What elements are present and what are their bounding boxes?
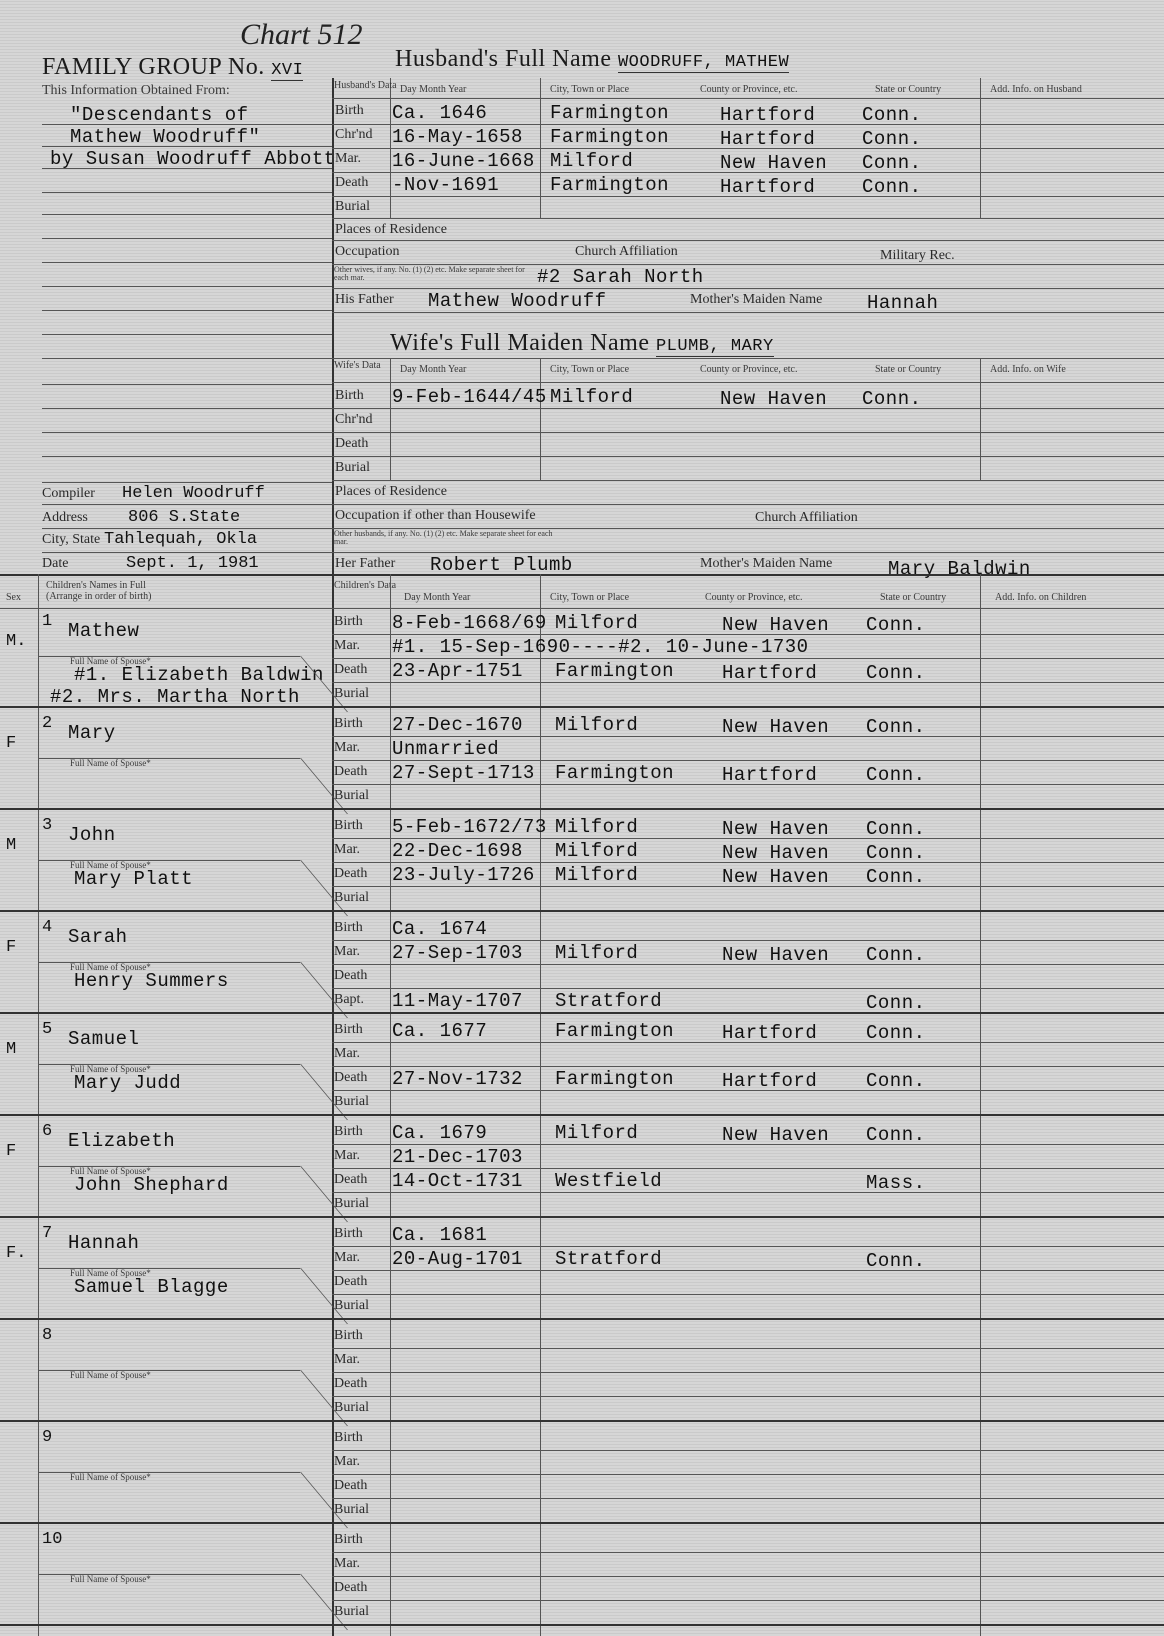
child-event-date: 8-Feb-1668/69 <box>392 612 547 634</box>
child-event-date: Unmarried <box>392 738 500 760</box>
husband-death-label: Death <box>335 175 369 190</box>
child-number: 5 <box>42 1020 53 1039</box>
row-rule <box>332 1042 1164 1043</box>
child-spouse-name: #1. Elizabeth Baldwin <box>74 664 324 686</box>
child-spouse-label: Full Name of Spouse* <box>70 860 151 870</box>
child-event-label: Burial <box>334 1298 369 1313</box>
compiler-address: 806 S.State <box>128 508 241 527</box>
spouse-rule <box>38 962 300 963</box>
family-group-title: FAMILY GROUP No. XVI <box>42 54 304 80</box>
spouse-rule <box>38 1472 300 1473</box>
child-event-county: New Haven <box>722 842 830 864</box>
spouse-rule <box>38 656 300 657</box>
family-group-number: XVI <box>271 61 304 80</box>
child-event-label: Death <box>334 1580 368 1595</box>
spouse-rule <box>38 860 300 861</box>
spouse-rule <box>38 758 300 759</box>
child-event-city: Milford <box>555 840 639 862</box>
child-number: 3 <box>42 816 53 835</box>
child-event-city: Milford <box>555 1122 639 1144</box>
child-event-label: Birth <box>334 1430 363 1445</box>
wife-name: PLUMB, MARY <box>655 337 774 356</box>
col-add-info-husband: Add. Info. on Husband <box>990 84 1082 95</box>
date-label: Date <box>42 556 69 571</box>
child-event-label: Birth <box>334 1532 363 1547</box>
child-block-rule <box>0 1012 1164 1014</box>
child-event-city: Milford <box>555 612 639 634</box>
wife-col-state: State or Country <box>875 364 942 375</box>
child-sex: F <box>6 734 17 753</box>
child-spouse-name: Mary Platt <box>74 868 194 890</box>
wife-mother-label: Mother's Maiden Name <box>700 556 833 571</box>
husband-mar-city: Milford <box>550 150 634 172</box>
wife-col-city: City, Town or Place <box>550 364 630 375</box>
child-event-label: Burial <box>334 1196 369 1211</box>
col-county: County or Province, etc. <box>700 84 798 95</box>
child-event-date: Ca. 1681 <box>392 1224 488 1246</box>
child-number: 1 <box>42 612 53 631</box>
child-spouse-label: Full Name of Spouse* <box>70 1472 151 1482</box>
children-col-city: City, Town or Place <box>550 592 630 603</box>
compiler-label: Compiler <box>42 486 95 501</box>
husband-birth-state: Conn. <box>862 104 922 126</box>
child-event-state: Conn. <box>866 716 926 738</box>
source-line-2: Mathew Woodruff" <box>70 126 261 148</box>
husband-military-label: Military Rec. <box>880 248 955 263</box>
child-event-city: Farmington <box>555 1068 675 1090</box>
child-number: 6 <box>42 1122 53 1141</box>
child-event-county: New Haven <box>722 818 830 840</box>
child-event-label: Mar. <box>334 1148 361 1163</box>
row-rule <box>332 940 1164 941</box>
row-rule <box>332 1498 1164 1499</box>
children-sex-header: Sex <box>6 592 21 603</box>
child-spouse-label: Full Name of Spouse* <box>70 1370 151 1380</box>
wife-birth-state: Conn. <box>862 388 922 410</box>
child-event-date: 27-Sept-1713 <box>392 762 535 784</box>
child-event-label: Birth <box>334 1022 363 1037</box>
husband-occupation-label: Occupation <box>335 244 400 259</box>
row-rule <box>332 1192 1164 1193</box>
child-number: 9 <box>42 1428 53 1447</box>
row-rule <box>332 1090 1164 1091</box>
row-rule <box>332 1576 1164 1577</box>
child-block-rule <box>0 910 1164 912</box>
child-sex: M. <box>6 632 27 651</box>
child-event-date: 27-Dec-1670 <box>392 714 523 736</box>
child-event-state: Conn. <box>866 992 926 1014</box>
child-block-rule <box>0 1420 1164 1422</box>
child-number: 2 <box>42 714 53 733</box>
row-rule <box>332 1600 1164 1601</box>
husband-mar-label: Mar. <box>335 151 362 166</box>
child-block-rule <box>0 1522 1164 1524</box>
child-event-state: Conn. <box>866 614 926 636</box>
husband-chrnd-label: Chr'nd <box>335 127 373 142</box>
wife-chrnd-label: Chr'nd <box>335 412 373 427</box>
child-event-date: 23-Apr-1751 <box>392 660 523 682</box>
child-number: 8 <box>42 1326 53 1345</box>
child-name: Elizabeth <box>68 1130 176 1152</box>
row-rule <box>332 1552 1164 1553</box>
husband-chrnd-state: Conn. <box>862 128 922 150</box>
child-event-label: Birth <box>334 614 363 629</box>
col-city: City, Town or Place <box>550 84 630 95</box>
spouse-rule <box>38 1064 300 1065</box>
child-event-date: 21-Dec-1703 <box>392 1146 523 1168</box>
child-event-label: Mar. <box>334 1454 361 1469</box>
row-rule <box>332 1144 1164 1145</box>
child-event-label: Birth <box>334 716 363 731</box>
husband-mar-county: New Haven <box>720 152 828 174</box>
child-event-label: Birth <box>334 1226 363 1241</box>
child-event-label: Mar. <box>334 944 361 959</box>
child-event-city: Farmington <box>555 1020 675 1042</box>
wife-father-label: Her Father <box>335 556 396 571</box>
wife-birth-date: 9-Feb-1644/45 <box>392 386 547 408</box>
source-line-1: "Descendants of <box>70 104 249 126</box>
child-event-county: Hartford <box>722 1022 818 1044</box>
wife-occupation-label: Occupation if other than Housewife <box>335 508 536 523</box>
husband-death-state: Conn. <box>862 176 922 198</box>
row-rule <box>332 1270 1164 1271</box>
child-number: 4 <box>42 918 53 937</box>
row-rule <box>332 1294 1164 1295</box>
husband-mar-date: 16-June-1668 <box>392 150 535 172</box>
husband-birth-city: Farmington <box>550 102 670 124</box>
row-rule <box>332 1246 1164 1247</box>
row-rule <box>332 964 1164 965</box>
compiler-name: Helen Woodruff <box>122 484 265 503</box>
child-event-city: Westfield <box>555 1170 663 1192</box>
children-col-dmy: Day Month Year <box>404 592 471 603</box>
child-event-state: Mass. <box>866 1172 926 1194</box>
child-name: John <box>68 824 116 846</box>
address-label: Address <box>42 510 88 525</box>
child-event-county: Hartford <box>722 1070 818 1092</box>
child-event-state: Conn. <box>866 866 926 888</box>
child-event-label: Death <box>334 1172 368 1187</box>
row-rule <box>332 988 1164 989</box>
row-rule <box>332 1372 1164 1373</box>
child-event-label: Death <box>334 662 368 677</box>
husband-data-label: Husband's Data <box>334 80 397 91</box>
husband-father: Mathew Woodruff <box>428 290 607 312</box>
child-event-state: Conn. <box>866 1124 926 1146</box>
children-col-county: County or Province, etc. <box>705 592 803 603</box>
child-event-county: New Haven <box>722 1124 830 1146</box>
child-event-label: Death <box>334 1478 368 1493</box>
child-spouse-name: #2. Mrs. Martha North <box>50 686 300 708</box>
husband-birth-date: Ca. 1646 <box>392 102 488 124</box>
child-spouse-name: John Shephard <box>74 1174 229 1196</box>
husband-birth-label: Birth <box>335 103 364 118</box>
child-event-label: Burial <box>334 1502 369 1517</box>
wife-birth-city: Milford <box>550 386 634 408</box>
wife-church-label: Church Affiliation <box>755 510 858 525</box>
child-event-state: Conn. <box>866 842 926 864</box>
child-spouse-label: Full Name of Spouse* <box>70 656 151 666</box>
husband-chrnd-city: Farmington <box>550 126 670 148</box>
row-rule <box>332 736 1164 737</box>
child-event-label: Death <box>334 968 368 983</box>
child-event-date: Ca. 1677 <box>392 1020 488 1042</box>
child-event-city: Milford <box>555 942 639 964</box>
child-event-city: Milford <box>555 714 639 736</box>
spouse-rule <box>38 1574 300 1575</box>
husband-burial-label: Burial <box>335 199 370 214</box>
child-event-state: Conn. <box>866 944 926 966</box>
child-event-label: Mar. <box>334 638 361 653</box>
child-event-state: Conn. <box>866 1250 926 1272</box>
child-event-city: Stratford <box>555 990 663 1012</box>
child-event-state: Conn. <box>866 818 926 840</box>
child-event-date: Ca. 1674 <box>392 918 488 940</box>
row-rule <box>332 862 1164 863</box>
child-block-rule <box>0 1318 1164 1320</box>
children-names-header: Children's Names in Full (Arrange in order of birth) <box>46 580 152 602</box>
row-rule <box>332 1450 1164 1451</box>
child-event-label: Mar. <box>334 740 361 755</box>
child-number: 10 <box>42 1530 63 1549</box>
child-event-label: Death <box>334 1070 368 1085</box>
row-rule <box>332 784 1164 785</box>
child-event-date: 27-Sep-1703 <box>392 942 523 964</box>
col-day-month-year: Day Month Year <box>400 84 467 95</box>
child-event-label: Mar. <box>334 1352 361 1367</box>
child-name: Mathew <box>68 620 140 642</box>
spouse-rule <box>38 1268 300 1269</box>
child-event-county: Hartford <box>722 662 818 684</box>
other-husbands-label: Other husbands, if any. No. (1) (2) etc. Make separate sheet for each mar. <box>334 529 553 546</box>
child-number: 7 <box>42 1224 53 1243</box>
child-event-label: Burial <box>334 1094 369 1109</box>
child-event-label: Mar. <box>334 842 361 857</box>
child-event-label: Burial <box>334 890 369 905</box>
husband-father-label: His Father <box>335 292 394 307</box>
husband-church-label: Church Affiliation <box>575 244 678 259</box>
child-event-label: Burial <box>334 788 369 803</box>
spouse-rule <box>38 1166 300 1167</box>
husband-name: WOODRUFF, MATHEW <box>617 53 790 72</box>
child-event-label: Death <box>334 866 368 881</box>
child-sex: F. <box>6 1244 27 1263</box>
husband-other-wife: #2 Sarah North <box>537 266 704 288</box>
children-data-header: Children's Data <box>334 580 397 591</box>
husband-chrnd-county: Hartford <box>720 128 816 150</box>
child-spouse-name: Henry Summers <box>74 970 229 992</box>
wife-name-heading: Wife's Full Maiden Name PLUMB, MARY <box>390 330 774 356</box>
col-state: State or Country <box>875 84 942 95</box>
child-block-rule <box>0 1216 1164 1218</box>
wife-birth-label: Birth <box>335 388 364 403</box>
compiler-city-state: Tahlequah, Okla <box>104 530 258 549</box>
children-col-add-info: Add. Info. on Children <box>995 592 1087 603</box>
child-block-rule <box>0 706 1164 708</box>
row-rule <box>332 658 1164 659</box>
row-rule <box>332 760 1164 761</box>
husband-mother: Hannah <box>867 292 939 314</box>
wife-col-dmy: Day Month Year <box>400 364 467 375</box>
husband-name-heading: Husband's Full Name WOODRUFF, MATHEW <box>395 46 790 72</box>
husband-death-city: Farmington <box>550 174 670 196</box>
husband-mar-state: Conn. <box>862 152 922 174</box>
child-spouse-name: Mary Judd <box>74 1072 182 1094</box>
child-event-date: Ca. 1679 <box>392 1122 488 1144</box>
wife-father: Robert Plumb <box>430 554 573 576</box>
row-rule <box>332 1168 1164 1169</box>
wife-data-label: Wife's Data <box>334 360 381 371</box>
child-name: Mary <box>68 722 116 744</box>
child-event-label: Mar. <box>334 1250 361 1265</box>
husband-chrnd-date: 16-May-1658 <box>392 126 523 148</box>
child-event-county: New Haven <box>722 716 830 738</box>
child-event-date: 22-Dec-1698 <box>392 840 523 862</box>
source-label: This Information Obtained From: <box>42 83 230 98</box>
child-event-label: Mar. <box>334 1046 361 1061</box>
child-event-label: Birth <box>334 1328 363 1343</box>
child-spouse-label: Full Name of Spouse* <box>70 758 151 768</box>
child-sex: F <box>6 938 17 957</box>
row-rule <box>332 1474 1164 1475</box>
child-event-label: Burial <box>334 686 369 701</box>
child-event-date: 27-Nov-1732 <box>392 1068 523 1090</box>
child-event-date: 23-July-1726 <box>392 864 535 886</box>
child-event-date: #1. 15-Sep-1690----#2. 10-June-1730 <box>392 636 809 658</box>
row-rule <box>332 634 1164 635</box>
row-rule <box>332 1396 1164 1397</box>
child-event-city: Milford <box>555 864 639 886</box>
child-name: Samuel <box>68 1028 140 1050</box>
wife-col-county: County or Province, etc. <box>700 364 798 375</box>
child-event-date: 20-Aug-1701 <box>392 1248 523 1270</box>
row-rule <box>332 886 1164 887</box>
child-block-rule <box>0 1624 1164 1626</box>
child-event-label: Birth <box>334 818 363 833</box>
chart-annotation: Chart 512 <box>240 18 363 51</box>
child-event-city: Milford <box>555 816 639 838</box>
child-event-city: Farmington <box>555 660 675 682</box>
child-spouse-label: Full Name of Spouse* <box>70 1166 151 1176</box>
child-event-state: Conn. <box>866 662 926 684</box>
wife-mother: Mary Baldwin <box>888 558 1031 580</box>
row-rule <box>332 838 1164 839</box>
city-state-label: City, State <box>42 532 101 547</box>
child-event-date: 11-May-1707 <box>392 990 523 1012</box>
children-col-state: State or Country <box>880 592 947 603</box>
spouse-rule <box>38 1370 300 1371</box>
child-spouse-label: Full Name of Spouse* <box>70 1064 151 1074</box>
child-spouse-name: Samuel Blagge <box>74 1276 229 1298</box>
child-event-state: Conn. <box>866 1070 926 1092</box>
child-event-label: Birth <box>334 920 363 935</box>
row-rule <box>332 1066 1164 1067</box>
source-line-3: by Susan Woodruff Abbott <box>50 148 336 170</box>
child-event-label: Death <box>334 1274 368 1289</box>
child-sex: M <box>6 1040 17 1059</box>
child-spouse-label: Full Name of Spouse* <box>70 962 151 972</box>
child-event-county: New Haven <box>722 866 830 888</box>
child-event-county: New Haven <box>722 944 830 966</box>
child-block-rule <box>0 808 1164 810</box>
child-sex: M <box>6 836 17 855</box>
husband-death-date: -Nov-1691 <box>392 174 500 196</box>
child-event-label: Death <box>334 1376 368 1391</box>
wife-death-label: Death <box>335 436 369 451</box>
husband-birth-county: Hartford <box>720 104 816 126</box>
husband-mother-label: Mother's Maiden Name <box>690 292 823 307</box>
child-event-label: Bapt. <box>334 992 364 1007</box>
husband-residence-label: Places of Residence <box>335 222 447 237</box>
child-event-label: Mar. <box>334 1556 361 1571</box>
child-event-label: Burial <box>334 1604 369 1619</box>
wife-burial-label: Burial <box>335 460 370 475</box>
child-spouse-label: Full Name of Spouse* <box>70 1574 151 1584</box>
child-event-label: Burial <box>334 1400 369 1415</box>
child-name: Sarah <box>68 926 128 948</box>
child-name: Hannah <box>68 1232 140 1254</box>
child-block-rule <box>0 1114 1164 1116</box>
child-sex: F <box>6 1142 17 1161</box>
other-wives-label: Other wives, if any. No. (1) (2) etc. Make separate sheet for each mar. <box>334 265 525 282</box>
row-rule <box>332 1348 1164 1349</box>
compiler-date: Sept. 1, 1981 <box>126 554 259 573</box>
child-event-state: Conn. <box>866 764 926 786</box>
wife-col-add-info: Add. Info. on Wife <box>990 364 1066 375</box>
child-event-county: New Haven <box>722 614 830 636</box>
child-event-label: Death <box>334 764 368 779</box>
child-event-state: Conn. <box>866 1022 926 1044</box>
child-event-city: Farmington <box>555 762 675 784</box>
row-rule <box>332 682 1164 683</box>
child-event-label: Birth <box>334 1124 363 1139</box>
child-event-date: 14-Oct-1731 <box>392 1170 523 1192</box>
child-event-date: 5-Feb-1672/73 <box>392 816 547 838</box>
child-event-city: Stratford <box>555 1248 663 1270</box>
child-event-county: Hartford <box>722 764 818 786</box>
child-spouse-label: Full Name of Spouse* <box>70 1268 151 1278</box>
husband-death-county: Hartford <box>720 176 816 198</box>
wife-birth-county: New Haven <box>720 388 828 410</box>
wife-residence-label: Places of Residence <box>335 484 447 499</box>
